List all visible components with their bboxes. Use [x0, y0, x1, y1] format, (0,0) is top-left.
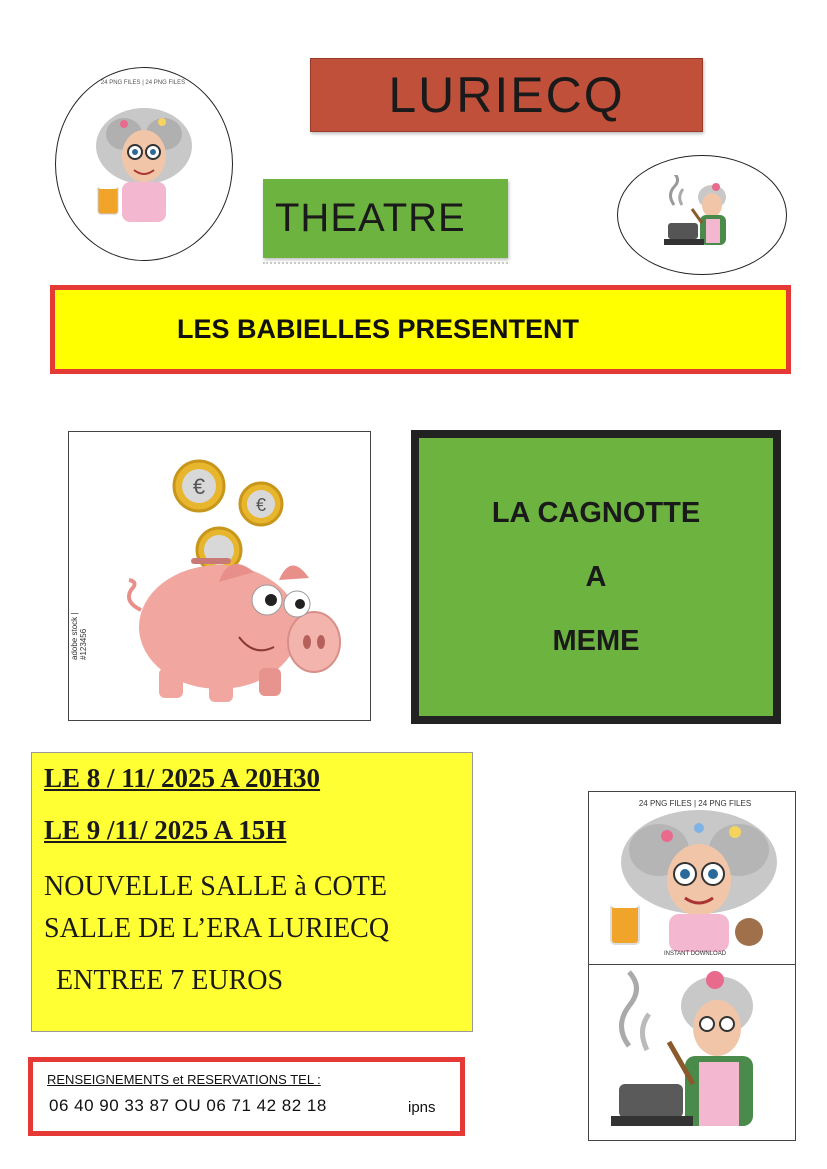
contact-label: RENSEIGNEMENTS et RESERVATIONS TEL : [47, 1072, 321, 1087]
presenter-text: LES BABIELLES PRESENTENT [177, 314, 580, 344]
dotted-divider [263, 262, 508, 264]
contact-box [28, 1057, 465, 1136]
piggy-credit: adobe stock | #123456 [70, 612, 88, 660]
granny-image-caption-bottom: INSTANT DOWNLOAD [663, 951, 727, 957]
granny-oval-left [55, 67, 233, 261]
venue-line-2: SALLE DE L’ERA LURIECQ [44, 913, 390, 944]
play-title-frame [411, 430, 781, 724]
granny-image-caption-top: 24 PNG FILES | 24 PNG FILES [638, 799, 752, 808]
granny-oval-caption: 24 PNG FILES | 24 PNG FILES [100, 80, 186, 86]
granny-with-beer-image [84, 94, 204, 234]
presenter-banner [50, 285, 791, 374]
svg-text:€: € [255, 495, 267, 515]
granny-cooking-image [589, 966, 795, 1142]
contact-phones: 06 40 90 33 87 OU 06 71 42 82 18 [49, 1096, 327, 1115]
granny-cooking-image [652, 175, 752, 255]
play-title-panel [419, 438, 773, 716]
event-info-box [31, 752, 473, 1032]
category-label: THEATRE [275, 196, 466, 240]
performance-date-2: LE 9 /11/ 2025 A 15H [44, 815, 287, 845]
play-title-line-2: A [585, 561, 607, 593]
granny-oval-right [617, 155, 787, 275]
village-title: LURIECQ [388, 67, 625, 123]
venue-line-1: NOUVELLE SALLE à COTE [44, 871, 387, 902]
granny-images-panel [588, 791, 796, 1141]
ipns-mark: ipns [408, 1099, 436, 1116]
euro-coin-icon [240, 483, 282, 525]
title-banner [310, 58, 703, 132]
play-title-line-3: MEME [552, 625, 640, 657]
images-divider [588, 964, 796, 965]
theatre-banner [263, 179, 508, 258]
piggy-bank-frame [68, 431, 371, 721]
piggy-bank-icon [69, 432, 370, 720]
performance-date-1: LE 8 / 11/ 2025 A 20H30 [44, 763, 321, 793]
svg-text:€: € [192, 474, 206, 499]
granny-with-beer-image [589, 792, 795, 962]
play-title-line-1: LA CAGNOTTE [491, 497, 701, 529]
euro-coin-icon [174, 461, 224, 511]
entry-price: ENTREE 7 EUROS [56, 965, 284, 996]
